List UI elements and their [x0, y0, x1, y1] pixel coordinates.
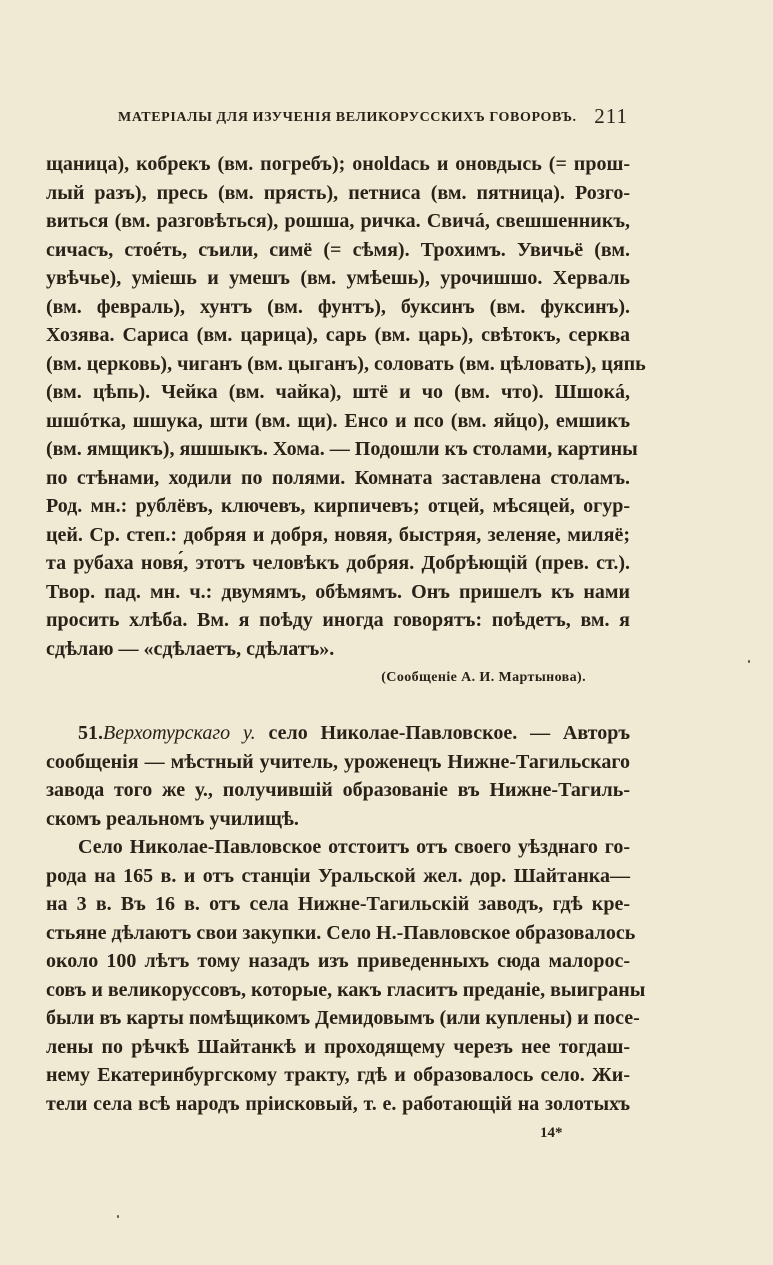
text-line: просить хлѣба. Вм. я поѣду иногда говорятъ: поѣдетъ, вм. я: [46, 609, 630, 631]
text-line: сообщенія — мѣстный учитель, уроженецъ Нижне-Тагильскаго: [46, 750, 630, 773]
text-line: лены по рѣчкѣ Шайтанкѣ и проходящему черезъ нее тогдаш-: [46, 1035, 630, 1058]
text-line: та рубаха новя́, этотъ человѣкъ добряя. Добрѣющій (прев. ст.).: [46, 552, 630, 574]
text-line: на 3 в. Въ 16 в. отъ села Нижне-Тагильскій заводъ, гдѣ кре-: [46, 893, 630, 915]
district-name: Верхотурскаго у.: [103, 722, 256, 744]
text-line: скомъ реальномъ училищѣ.: [46, 807, 299, 830]
paper-speck: [117, 1215, 119, 1218]
section-heading-rest: село Николае-Павловское. — Авторъ: [268, 722, 630, 744]
attribution: (Сообщеніе А. И. Мартынова).: [381, 670, 586, 685]
text-line: (вм. ямщикъ), яшшыкъ. Хома. — Подошли къ столами, картины: [46, 438, 638, 460]
text-line: шшóтка, шшука, шти (вм. щи). Енсо и псо (вм. яйцо), емшикъ: [46, 409, 630, 432]
page-number: 211: [594, 104, 628, 128]
text-line: стьяне дѣлаютъ свои закупки. Село Н.-Павловское образовалось: [46, 921, 636, 944]
paper-speck: [748, 660, 750, 663]
text-line: завода того же у., получившій образованіе въ Нижне-Тагиль-: [46, 779, 630, 801]
text-line: рода на 165 в. и отъ станціи Уральской жел. дор. Шайтанка—: [46, 864, 630, 887]
text-line: Род. мн.: рублёвъ, ключевъ, кирпичевъ; отцей, мѣсяцей, огур-: [46, 495, 630, 517]
text-line: сичасъ, стоéть, съили, симё (= сѣмя). Трохимъ. Увичьё (вм.: [46, 238, 630, 261]
body-text: [46, 150, 646, 1118]
text-line: (вм. церковь), чиганъ (вм. цыганъ), соловать (вм. цѣловать), цяпь: [46, 352, 646, 375]
text-line: Твор. пад. мн. ч.: двумямъ, обѣмямъ. Онъ пришелъ къ нами: [46, 580, 630, 603]
text-line: лый разъ), пресь (вм. прясть), петниса (вм. пятница). Розго-: [46, 181, 630, 204]
text-line: около 100 лѣтъ тому назадъ изъ приведенныхъ сюда малорос-: [46, 950, 630, 972]
text-line: нему Екатеринбургскому тракту, гдѣ и образовалось село. Жи-: [46, 1064, 630, 1086]
text-line: совъ и великоруссовъ, которые, какъ гласитъ преданіе, выиграны: [46, 978, 646, 1001]
text-line: щаница), кобрекъ (вм. погребъ); оноldась и оновдысь (= прош-: [46, 153, 630, 175]
text-line: (вм. февраль), хунтъ (вм. фунтъ), буксинъ (вм. фуксинъ).: [46, 295, 630, 318]
running-head-title: МАТЕРІАЛЫ ДЛЯ ИЗУЧЕНІЯ ВЕЛИКОРУССКИХЪ ГОВОРОВЪ.: [118, 110, 577, 125]
signature-mark: 14*: [540, 1125, 563, 1141]
section-number: 51.: [78, 722, 103, 744]
text-line: виться (вм. разговѣться), рошша, ричка. Свичá, свешшенникъ,: [46, 210, 630, 232]
text-line: по стѣнами, ходили по полями. Комната заставлена столамъ.: [46, 466, 630, 489]
text-line: были въ карты помѣщикомъ Демидовымъ (или куплены) и посе-: [46, 1007, 640, 1029]
text-line: Село Николае-Павловское отстоитъ отъ своего уѣзднаго го-: [78, 836, 630, 858]
text-line: цей. Ср. степ.: добряя и добря, новяя, быстряя, зеленяе, миляё;: [46, 523, 630, 546]
text-line: тели села всѣ народъ пріисковый, т. е. работающій на золотыхъ: [46, 1092, 630, 1115]
text-line: сдѣлаю — «сдѣлаетъ, сдѣлатъ».: [46, 637, 335, 660]
text-line: Хозява. Сариса (вм. царица), сарь (вм. царь), свѣтокъ, серква: [46, 324, 630, 346]
text-line: увѣчье), уміешь и умешъ (вм. умѣешь), урочишшо. Херваль: [46, 267, 630, 289]
text-line: (вм. цѣпь). Чейка (вм. чайка), штё и чо (вм. что). Шшокá,: [46, 381, 630, 403]
section-heading-line: [46, 719, 630, 748]
